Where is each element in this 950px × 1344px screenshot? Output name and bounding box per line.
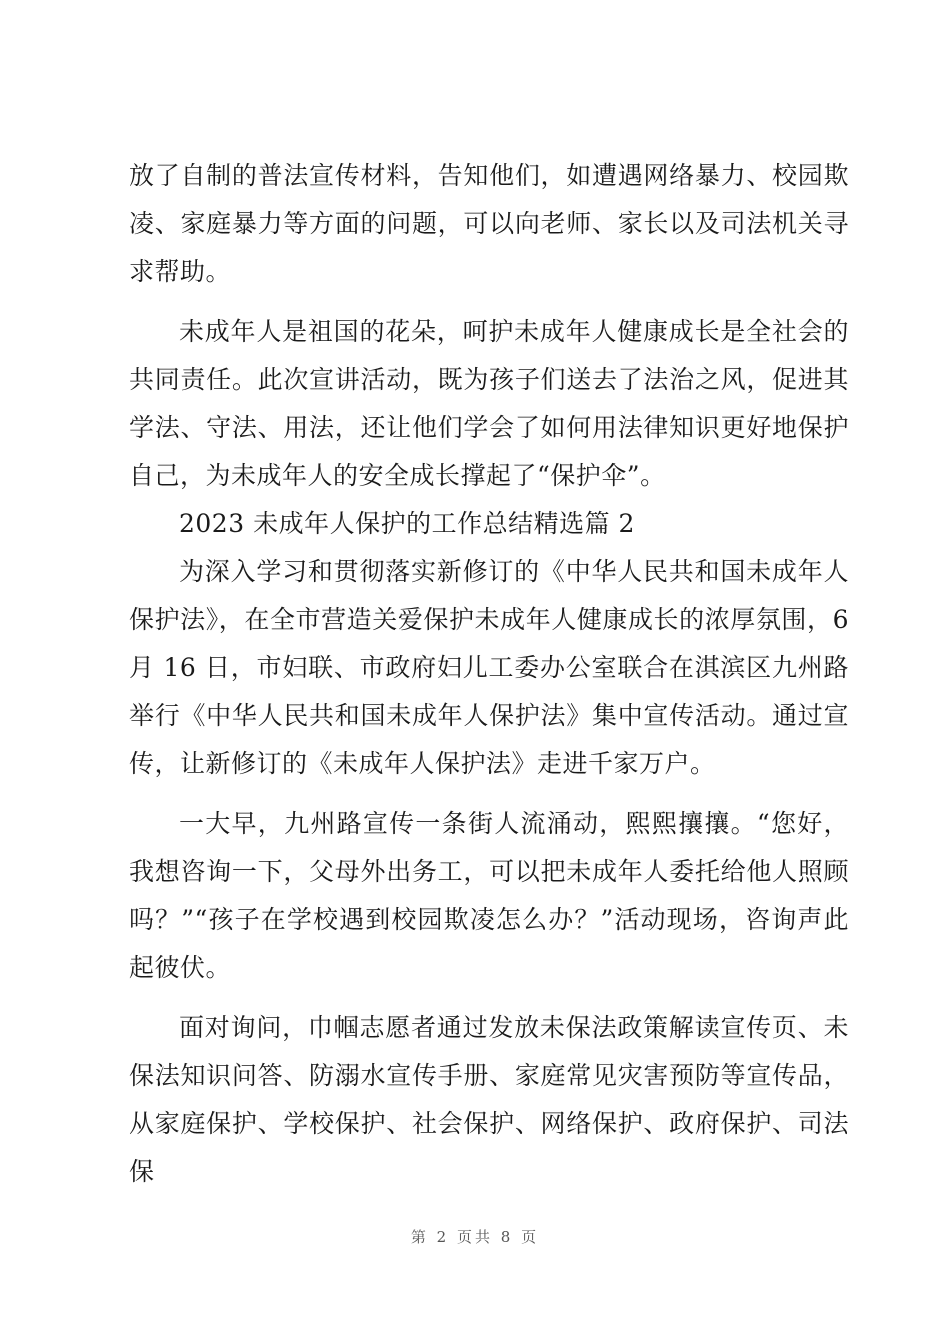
section-heading: 2023 未成年人保护的工作总结精选篇 2 (179, 509, 635, 538)
page-number-footer: 第 2 页共 8 页 (410, 1228, 540, 1246)
paragraph: 面对询问，巾帼志愿者通过发放未保法政策解读宣传页、未保法知识问答、防溺水宣传手册、家庭常见灾害预防等宣传品，从家庭保护、学校保护、社会保护、网络保护、政府保护、司法保 (129, 1013, 849, 1186)
paragraph-continued: 放了自制的普法宣传材料，告知他们，如遭遇网络暴力、校园欺凌、家庭暴力等方面的问题，可以向老师、家长以及司法机关寻求帮助。 (129, 161, 849, 286)
paragraph: 未成年人是祖国的花朵，呵护未成年人健康成长是全社会的共同责任。此次宣讲活动，既为孩子们送去了法治之风，促进其学法、守法、用法，还让他们学会了如何用法律知识更好地保护自己，为未成年人的安全成长撑起了“保护伞”。 (129, 317, 849, 490)
paragraph: 一大早，九州路宣传一条街人流涌动，熙熙攘攘。“您好，我想咨询一下，父母外出务工，可以把未成年人委托给他人照顾吗？”“孩子在学校遇到校园欺凌怎么办？”活动现场，咨询声此起彼伏。 (129, 809, 849, 982)
paragraph: 为深入学习和贯彻落实新修订的《中华人民共和国未成年人保护法》，在全市营造关爱保护未成年人健康成长的浓厚氛围，6 月 16 日，市妇联、市政府妇儿工委办公室联合在淇滨区九州路举行《中华人民共和国未成年人保护法》集中宣传活动。通过宣传，让新修订的《未成年人保护法》走进千家万户。 (129, 557, 849, 778)
document-body (129, 152, 849, 1196)
